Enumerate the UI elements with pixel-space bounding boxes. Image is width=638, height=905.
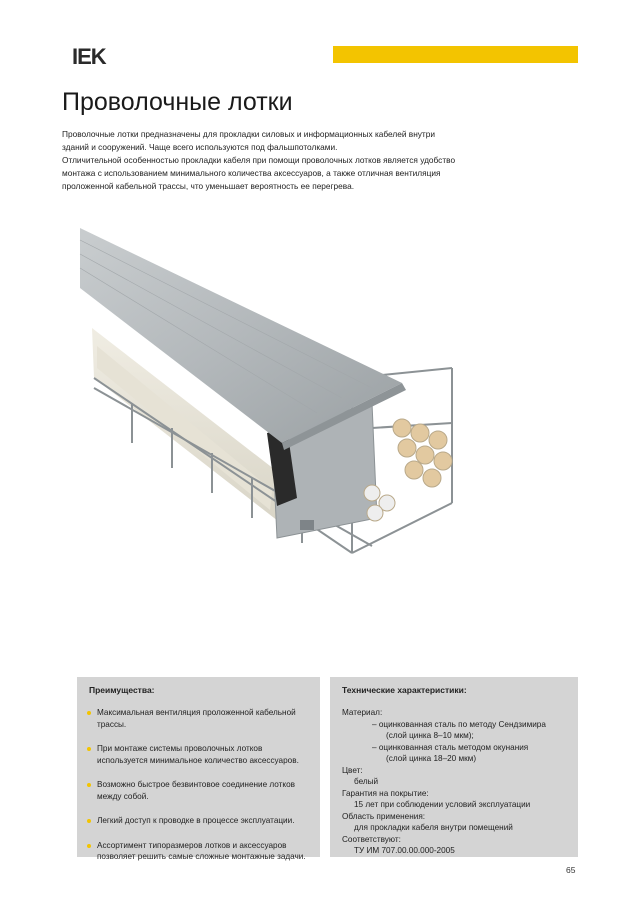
logo-text: IEK bbox=[72, 44, 106, 69]
spec-label: Гарантия на покрытие: bbox=[342, 788, 429, 798]
intro-paragraph: Отличительной особенностью прокладки кабеля при помощи проволочных лотков является удобство монтажа с использованием минимального количества аксессуаров, а также отличная вентиляция проложенной кабельной трассы, что уменьшает вероятность ее перегрева. bbox=[62, 155, 456, 191]
spec-label: Область применения: bbox=[342, 811, 426, 821]
spec-value: (слой цинка 18–20 мкм) bbox=[386, 754, 477, 763]
spec-value: – оцинкованная сталь по методу Сендзимира bbox=[372, 719, 546, 729]
spec-value: белый bbox=[354, 777, 379, 786]
spec-value: (слой цинка 8–10 мкм); bbox=[386, 731, 474, 740]
list-item bbox=[87, 779, 315, 802]
iek-logo bbox=[72, 44, 106, 70]
page-number: 65 bbox=[566, 865, 576, 875]
list-item bbox=[87, 815, 315, 827]
list-item-text: Максимальная вентиляция проложенной кабельной трассы. bbox=[97, 708, 296, 729]
spec-value: ТУ ИМ 707.00.00.000-2005 bbox=[354, 846, 455, 855]
intro-text bbox=[62, 128, 462, 193]
spec-value: 15 лет при соблюдении условий эксплуатации bbox=[354, 800, 531, 809]
wire-tray-photo bbox=[72, 228, 512, 558]
specs-panel bbox=[330, 677, 578, 857]
spec-label: Цвет: bbox=[342, 765, 363, 775]
spec-label: Соответствуют: bbox=[342, 834, 401, 844]
spec-label: Материал: bbox=[342, 708, 383, 717]
list-item bbox=[87, 840, 315, 863]
bullet-icon bbox=[87, 783, 91, 787]
list-item bbox=[87, 743, 315, 766]
spec-value: – оцинкованная сталь методом окунания bbox=[372, 742, 529, 752]
bullet-icon bbox=[87, 711, 91, 715]
list-item-text: Ассортимент типоразмеров лотков и аксессуаров позволяет решить самые сложные монтажные задачи. bbox=[97, 840, 306, 861]
bullet-icon bbox=[87, 819, 91, 823]
list-item-text: Возможно быстрое безвинтовое соединение лотков между собой. bbox=[97, 780, 295, 801]
specs-heading: Технические характеристики: bbox=[342, 685, 467, 695]
list-item-text: Легкий доступ к проводке в процессе эксплуатации. bbox=[97, 816, 295, 825]
header-accent-bar bbox=[333, 46, 578, 63]
advantages-list bbox=[87, 707, 315, 876]
page-title: Проволочные лотки bbox=[62, 88, 293, 116]
list-item bbox=[87, 707, 315, 730]
list-item-text: При монтаже системы проволочных лотков используется минимальное количество аксессуаров. bbox=[97, 744, 299, 765]
spec-value: для прокладки кабеля внутри помещений bbox=[354, 823, 513, 832]
bullet-icon bbox=[87, 844, 91, 848]
specs-list bbox=[342, 707, 574, 857]
bullet-icon bbox=[87, 747, 91, 751]
advantages-heading: Преимущества: bbox=[89, 685, 155, 695]
intro-paragraph: Проволочные лотки предназначены для прокладки силовых и информационных кабелей внутри зданий и сооружений. Чаще всего используются под фальшпотолками. bbox=[62, 129, 435, 152]
advantages-panel bbox=[77, 677, 320, 861]
